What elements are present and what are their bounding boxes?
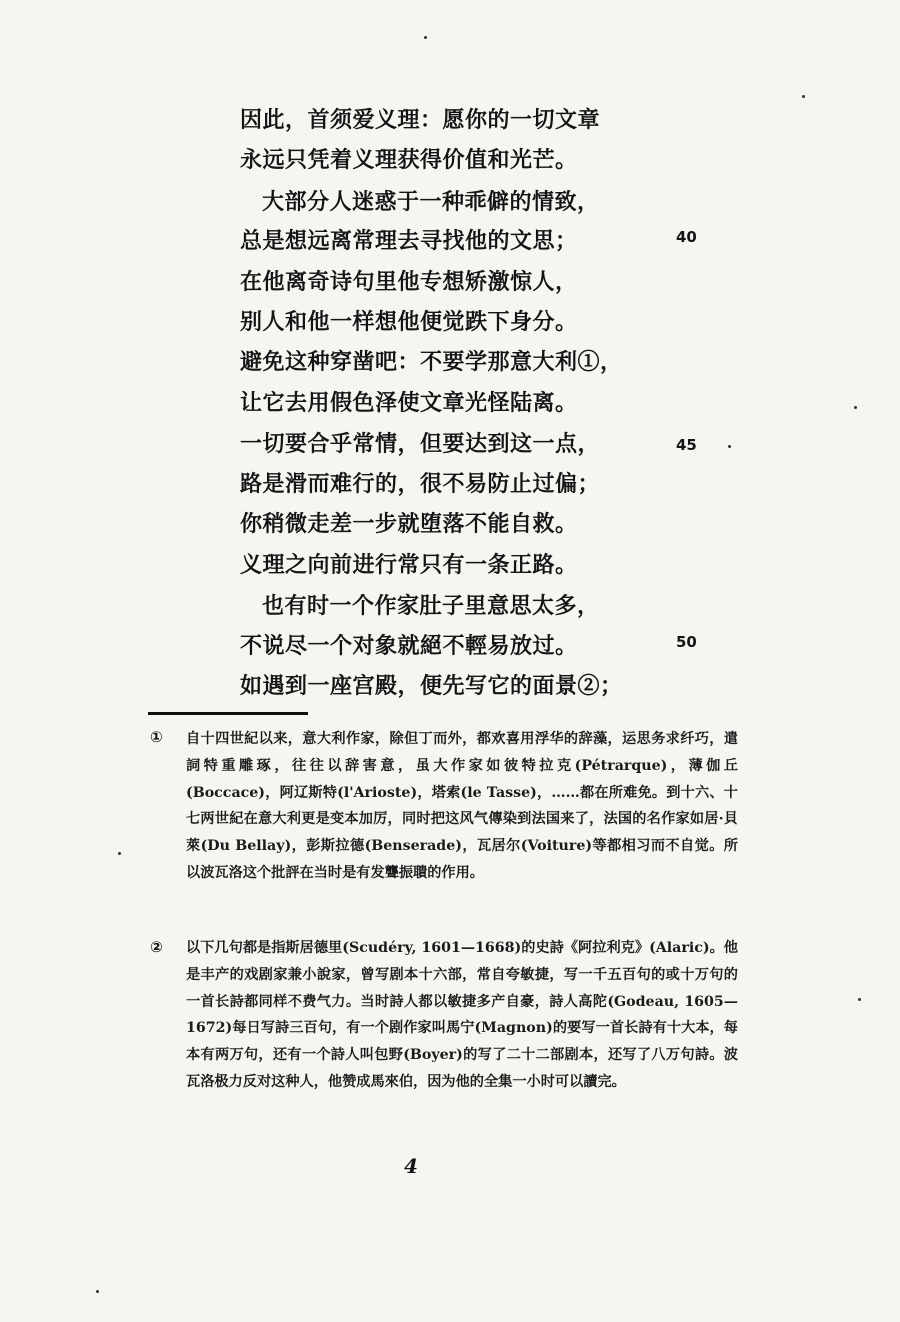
poem-line: 你稍微走差一步就堕落不能自救。: [240, 511, 578, 537]
page-number: 4: [404, 1154, 418, 1178]
poem-line: 义理之向前进行常只有一条正路。: [240, 552, 578, 578]
poem-line: 总是想远离常理去寻找他的文思；: [240, 228, 578, 254]
scan-speck: [118, 852, 121, 855]
poem-line: 永远只凭着义理获得价值和光芒。: [240, 147, 578, 173]
scan-speck: [858, 998, 861, 1001]
poem-line: 不说尽一个对象就絕不輕易放过。: [240, 633, 578, 659]
scan-speck: [728, 445, 731, 448]
poem-line: 因此，首须爱义理：愿你的一切文章: [240, 107, 601, 133]
footnote-text: 自十四世紀以来，意大利作家，除但丁而外，都欢喜用浮华的辞藻，运思务求纤巧，遣詞特重雕琢，往往以辞害意，虽大作家如彼特拉克(Pétrarque)，薄伽丘(Boccace)，阿辽斯特(l'Arioste)，塔索(le Tasse)，……都在所难免。到十六、十七两世紀在意大利更是变本加厉，同时把这风气傳染到法国来了，法国的名作家如居·貝萊(Du Bellay)，彭斯拉德(Benserade)，瓦居尔(Voiture)等都相习而不自觉。所以波瓦洛这个批評在当时是有发聾振聵的作用。: [186, 731, 738, 881]
poem-line: 在他离奇诗句里他专想矫激惊人，: [240, 269, 578, 295]
poem-line: 如遇到一座宫殿，便先写它的面景②；: [240, 673, 623, 699]
poem-line: 让它去用假色泽使文章光怪陆离。: [240, 390, 578, 416]
scan-speck: [96, 1290, 99, 1293]
poem-line: 也有时一个作家肚子里意思太多，: [262, 593, 600, 619]
line-number: 40: [676, 228, 697, 246]
footnote-text: 以下几句都是指斯居德里(Scudéry, 1601—1668)的史詩《阿拉利克》(Alaric)。他是丰产的戏剧家兼小說家，曾写剧本十六部，常自夸敏捷，写一千五百句的或十万句的一首长詩都同样不费气力。当时詩人都以敏捷多产自豪，詩人高陀(Godeau, 1605—1672)每日写詩三百句，有一个剧作家叫馬宁(Magnon)的要写一首长詩有十大本，每本有两万句，还有一个詩人叫包野(Boyer)的写了二十二部剧本，还写了八万句詩。波瓦洛极力反对这种人，他赞成馬來伯，因为他的全集一小时可以讀完。: [186, 940, 738, 1090]
poem-line: 一切要合乎常情，但要达到这一点，: [240, 431, 601, 457]
poem-line: 路是滑而难行的，很不易防止过偏；: [240, 471, 601, 497]
footnote-divider: [148, 712, 308, 715]
scan-speck: [854, 406, 857, 409]
footnote-marker: ②: [150, 938, 163, 956]
scan-speck: [424, 36, 427, 39]
poem-line: 避免这种穿凿吧：不要学那意大利①，: [240, 349, 623, 375]
line-number: 50: [676, 633, 697, 651]
line-number: 45: [676, 436, 697, 454]
footnote-marker: ①: [150, 728, 163, 746]
poem-line: 别人和他一样想他便觉跌下身分。: [240, 309, 578, 335]
scan-speck: [802, 95, 805, 98]
poem-line: 大部分人迷惑于一种乖僻的情致，: [262, 189, 600, 215]
